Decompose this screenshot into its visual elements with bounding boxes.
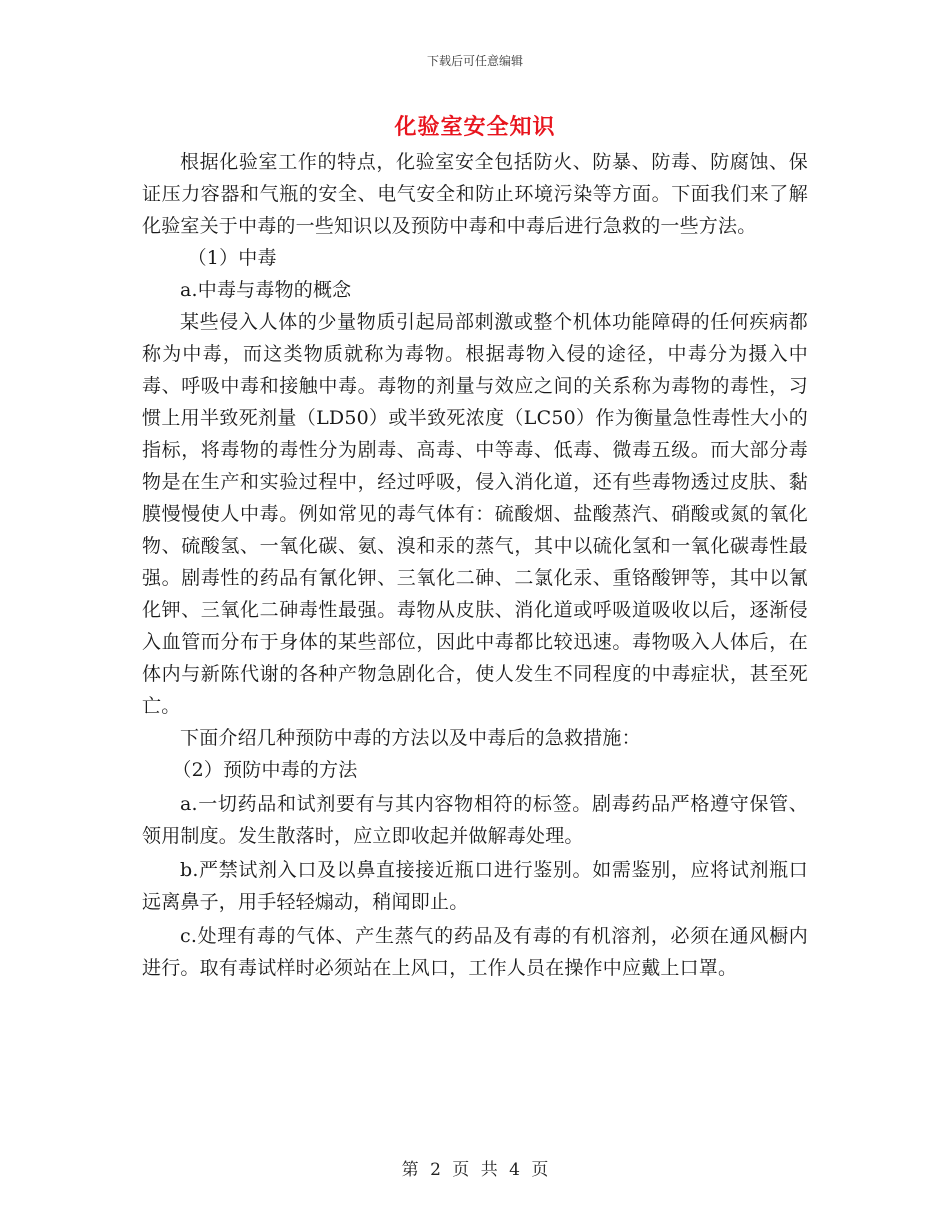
subheading-concept: a.中毒与毒物的概念 <box>180 279 352 301</box>
paragraph-intro: 根据化验室工作的特点，化验室安全包括防火、防暴、防毒、防腐蚀、保证压力容器和气瓶的安全、电气安全和防止环境污染等方面。下面我们来了解化验室关于中毒的一些知识以及预防中毒和中毒后进行急救的一些方法。 <box>142 151 808 237</box>
paragraph-poisoning-concept: 某些侵入人体的少量物质引起局部刺激或整个机体功能障碍的任何疾病都称为中毒，而这类物质就称为毒物。根据毒物入侵的途径，中毒分为摄入中毒、呼吸中毒和接触中毒。毒物的剂量与效应之间的关系称为毒物的毒性，习惯上用半致死剂量（LD50）或半致死浓度（LC50）作为衡量急性毒性大小的指标，将毒物的毒性分为剧毒、高毒、中等毒、低毒、微毒五级。而大部分毒物是在生产和实验过程中，经过呼吸，侵入消化道，还有些毒物透过皮肤、黏膜慢慢使人中毒。例如常见的毒气体有：硫酸烟、盐酸蒸汽、硝酸或氮的氧化物、硫酸氢、一氧化碳、氨、溴和汞的蒸气，其中以硫化氢和一氧化碳毒性最强。剧毒性的药品有氰化钾、三氧化二砷、二氯化汞、重铬酸钾等，其中以氰化钾、三氧化二砷毒性最强。毒物从皮肤、消化道或呼吸道吸收以后，逐渐侵入血管而分布于身体的某些部位，因此中毒都比较迅速。毒物吸入人体后，在体内与新陈代谢的各种产物急剧化合，使人发生不同程度的中毒症状，甚至死亡。 <box>142 311 808 717</box>
prevention-item-c: c.处理有毒的气体、产生蒸气的药品及有毒的有机溶剂，必须在通风橱内进行。取有毒试样时必须站在上风口，工作人员在操作中应戴上口罩。 <box>142 925 808 979</box>
document-body <box>142 146 808 984</box>
page-number: 第 2 页 共 4 页 <box>401 1160 549 1180</box>
page-header-note: 下载后可任意编辑 <box>426 54 523 68</box>
prevention-item-b: b.严禁试剂入口及以鼻直接接近瓶口进行鉴别。如需鉴别，应将试剂瓶口远离鼻子，用手轻轻煽动，稍闻即止。 <box>142 859 808 913</box>
document-title: 化验室安全知识 <box>394 114 556 140</box>
section-heading-prevention: （2）预防中毒的方法 <box>172 759 358 781</box>
paragraph-methods-intro: 下面介绍几种预防中毒的方法以及中毒后的急救措施： <box>180 727 641 749</box>
section-heading-poisoning: （1）中毒 <box>187 247 277 269</box>
prevention-item-a: a.一切药品和试剂要有与其内容物相符的标签。剧毒药品严格遵守保管、领用制度。发生散落时，应立即收起并做解毒处理。 <box>142 793 808 847</box>
